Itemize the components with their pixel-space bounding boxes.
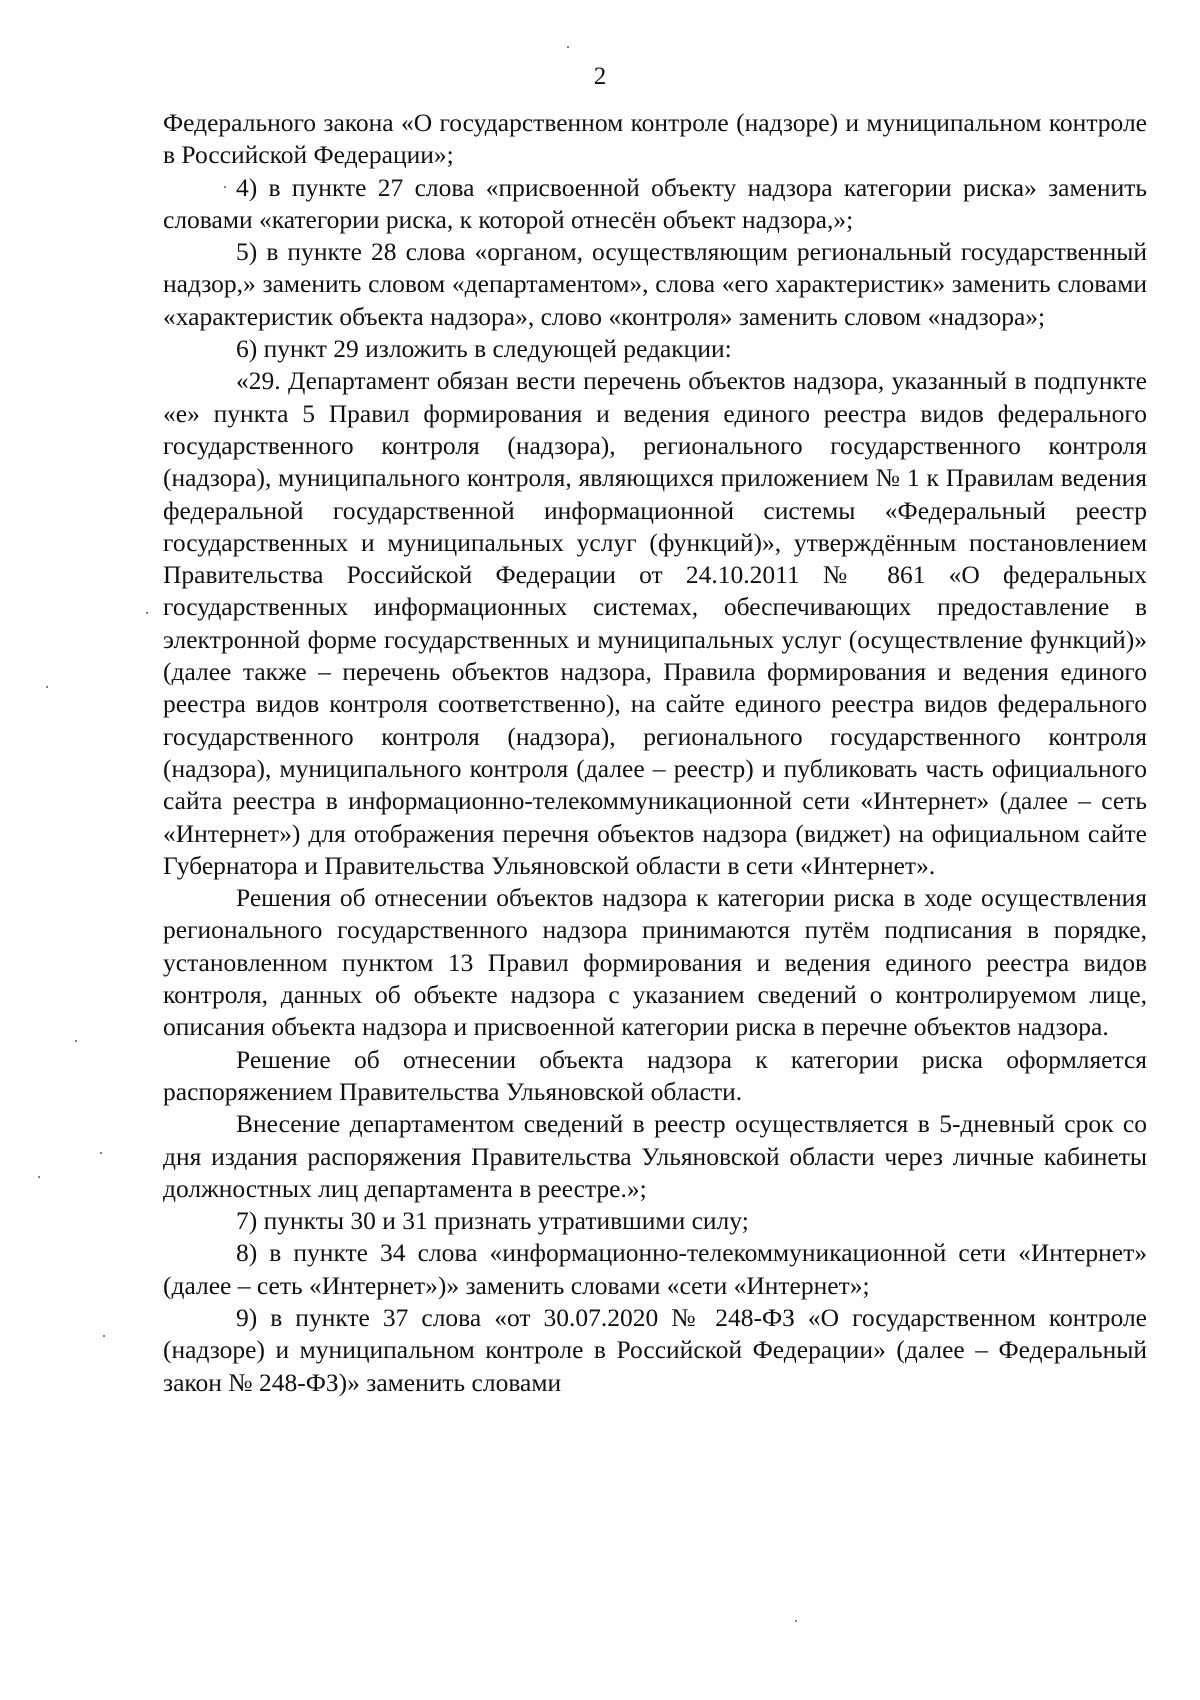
page-number: 2 bbox=[593, 63, 607, 90]
paragraph-item-5: 5) в пункте 28 слова «органом, осуществляющим региональный государственный надзор,» заменить словом «департаментом», слова «его характеристик» заменить словами «характеристик объекта надзора», слово «контроля» заменить словом «надзора»; bbox=[163, 237, 1147, 331]
paragraph-decision-order: Решение об отнесении объекта надзора к категории риска оформляется распоряжением Правительства Ульяновской области. bbox=[163, 1044, 1147, 1106]
paragraph-point-29: «29. Департамент обязан вести перечень объектов надзора, указанный в подпункте «е» пункта 5 Правил формирования и ведения единого реестра видов федерального государственного контроля (надзора), регионального государственного контроля (надзора), муниципального контроля, являющихся приложением № 1 к Правилам ведения федеральной государственной информационной системы «Федеральный реестр государственных и муниципальных услуг (функций)», утверждённым постановлением Правительства Российской Федерации от 24.10.2011 № 861 «О федеральных государственных информационных системах, обеспечивающих предоставление в электронной форме государственных и муниципальных услуг (осуществление функций)» (далее также – перечень объектов надзора, Правила формирования и ведения единого реестра видов контроля соответственно), на сайте единого реестра видов федерального государственного контроля (надзора), регионального государственного контроля (надзора), муниципального контроля (далее – реестр) и публиковать часть официального сайта реестра в информационно-телекоммуникационной сети «Интернет» (далее – сеть «Интернет») для отображения перечня объектов надзора (виджет) на официальном сайте Губернатора и Правительства Ульяновской области в сети «Интернет». bbox=[163, 366, 1147, 880]
scan-speck bbox=[100, 1152, 102, 1154]
paragraph-item-8: 8) в пункте 34 слова «информационно-телекоммуникационной сети «Интернет» (далее – сеть «Интернет»)» заменить словами «сети «Интернет»; bbox=[163, 1238, 1147, 1300]
scan-speck bbox=[567, 46, 569, 48]
paragraph-item-9: 9) в пункте 37 слова «от 30.07.2020 № 248-ФЗ «О государственном контроле (надзоре) и муниципальном контроле в Российской Федерации» (далее – Федеральный закон № 248-ФЗ)» заменить словами bbox=[163, 1302, 1147, 1397]
paragraph-item-7: 7) пункты 30 и 31 признать утратившими силу; bbox=[236, 1206, 749, 1236]
document-body bbox=[163, 107, 1147, 1399]
paragraph-registry-entry: Внесение департаментом сведений в реестр осуществляется в 5-дневный срок со дня издания распоряжения Правительства Ульяновской области через личные кабинеты должностных лиц департамента в реестре.»; bbox=[163, 1109, 1147, 1203]
scan-speck bbox=[38, 1176, 40, 1178]
paragraph-risk-decisions: Решения об отнесении объектов надзора к категории риска в ходе осуществления регионального государственного надзора принимаются путём подписания в порядке, установленном пунктом 13 Правил формирования и ведения единого реестра видов контроля, данных об объекте надзора с указанием сведений о контролируемом лице, описания объекта надзора и присвоенной категории риска в перечне объектов надзора. bbox=[163, 883, 1147, 1042]
scan-speck bbox=[75, 1040, 77, 1042]
paragraph-continuation: Федерального закона «О государственном контроле (надзоре) и муниципальном контроле в Российской Федерации»; bbox=[163, 108, 1147, 170]
scan-speck bbox=[46, 686, 48, 688]
scan-speck bbox=[795, 1620, 797, 1622]
scan-speck bbox=[146, 612, 148, 614]
scan-speck bbox=[103, 1335, 105, 1337]
paragraph-item-4: 4) в пункте 27 слова «присвоенной объекту надзора категории риска» заменить словами «категории риска, к которой отнесён объект надзора,»; bbox=[163, 172, 1147, 234]
scan-speck bbox=[224, 186, 226, 188]
paragraph-item-6: 6) пункт 29 изложить в следующей редакции: bbox=[236, 334, 732, 364]
